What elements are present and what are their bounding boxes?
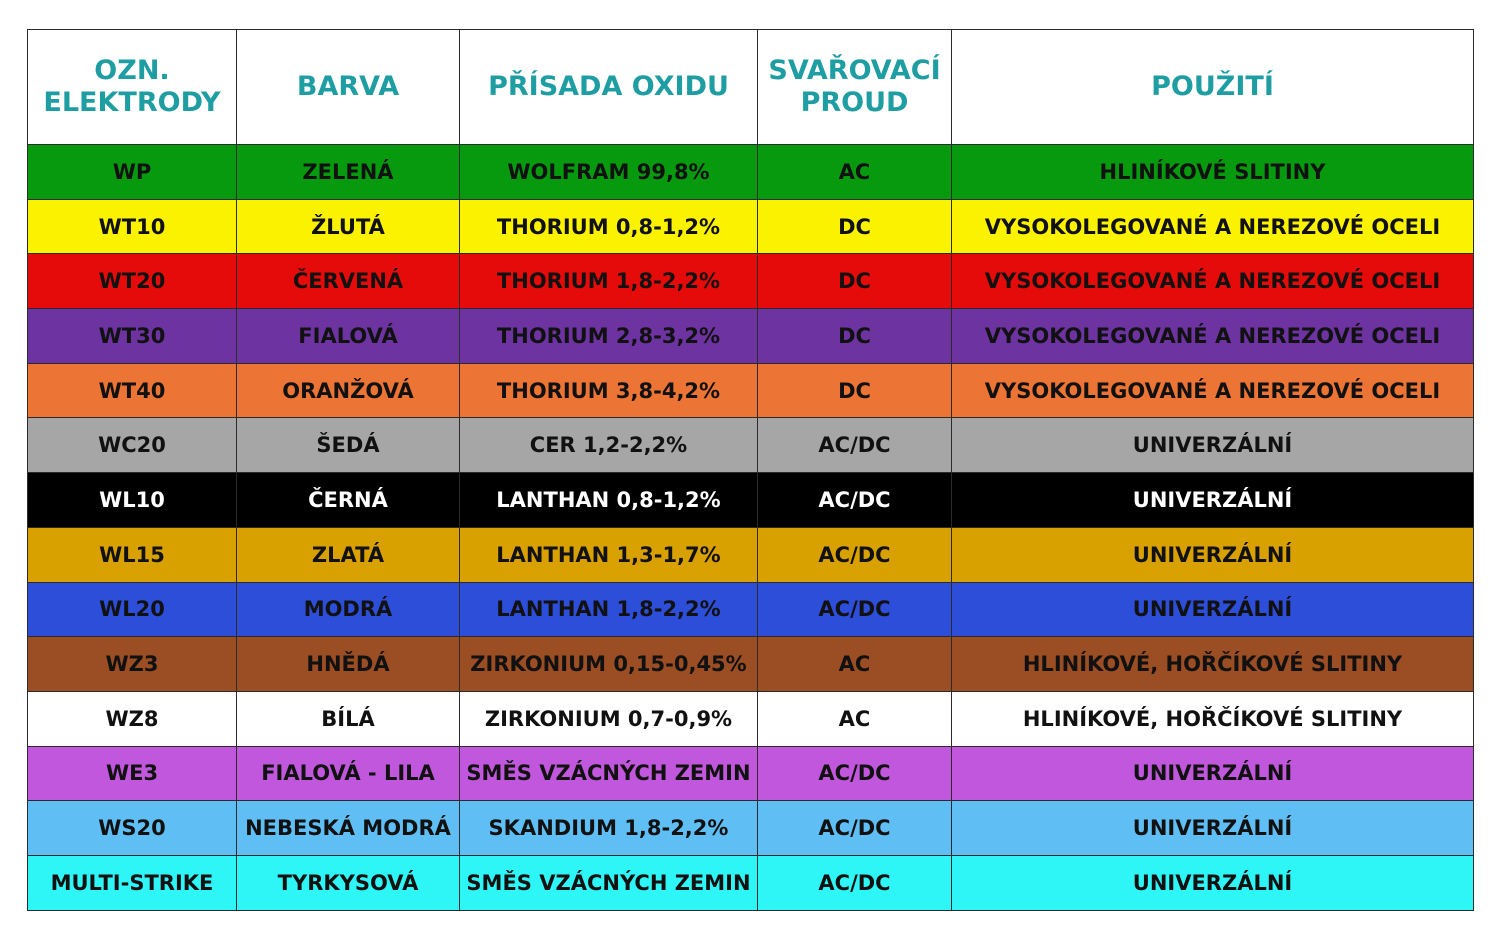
cell-oxide: THORIUM 1,8-2,2% bbox=[460, 254, 758, 309]
cell-current: AC/DC bbox=[758, 418, 952, 473]
cell-designation: WZ3 bbox=[28, 637, 237, 692]
cell-color: MODRÁ bbox=[237, 582, 460, 637]
cell-oxide: LANTHAN 0,8-1,2% bbox=[460, 473, 758, 528]
cell-current: AC bbox=[758, 145, 952, 200]
cell-usage: UNIVERZÁLNÍ bbox=[952, 418, 1474, 473]
cell-designation: WC20 bbox=[28, 418, 237, 473]
table-row bbox=[28, 691, 1474, 746]
table-row bbox=[28, 254, 1474, 309]
cell-current: DC bbox=[758, 363, 952, 418]
cell-designation: WS20 bbox=[28, 801, 237, 856]
cell-usage: VYSOKOLEGOVANÉ A NEREZOVÉ OCELI bbox=[952, 254, 1474, 309]
cell-usage: HLINÍKOVÉ, HOŘČÍKOVÉ SLITINY bbox=[952, 691, 1474, 746]
cell-designation: WT40 bbox=[28, 363, 237, 418]
cell-color: ČERNÁ bbox=[237, 473, 460, 528]
cell-color: ZLATÁ bbox=[237, 527, 460, 582]
table-row bbox=[28, 473, 1474, 528]
cell-oxide: LANTHAN 1,3-1,7% bbox=[460, 527, 758, 582]
cell-color: BÍLÁ bbox=[237, 691, 460, 746]
cell-designation: MULTI-STRIKE bbox=[28, 855, 237, 910]
cell-usage: UNIVERZÁLNÍ bbox=[952, 855, 1474, 910]
cell-current: AC/DC bbox=[758, 527, 952, 582]
table-row bbox=[28, 363, 1474, 418]
cell-current: AC bbox=[758, 691, 952, 746]
cell-current: DC bbox=[758, 309, 952, 364]
cell-designation: WP bbox=[28, 145, 237, 200]
cell-oxide: SKANDIUM 1,8-2,2% bbox=[460, 801, 758, 856]
cell-color: FIALOVÁ - LILA bbox=[237, 746, 460, 801]
cell-current: AC/DC bbox=[758, 473, 952, 528]
cell-current: AC/DC bbox=[758, 582, 952, 637]
cell-color: ORANŽOVÁ bbox=[237, 363, 460, 418]
cell-oxide: THORIUM 2,8-3,2% bbox=[460, 309, 758, 364]
cell-usage: UNIVERZÁLNÍ bbox=[952, 527, 1474, 582]
cell-color: NEBESKÁ MODRÁ bbox=[237, 801, 460, 856]
cell-oxide: WOLFRAM 99,8% bbox=[460, 145, 758, 200]
cell-color: HNĚDÁ bbox=[237, 637, 460, 692]
table-row bbox=[28, 746, 1474, 801]
header-welding-current: SVAŘOVACÍ PROUD bbox=[758, 30, 952, 145]
cell-current: DC bbox=[758, 254, 952, 309]
table-row bbox=[28, 145, 1474, 200]
cell-designation: WZ8 bbox=[28, 691, 237, 746]
cell-oxide: CER 1,2-2,2% bbox=[460, 418, 758, 473]
cell-current: AC/DC bbox=[758, 801, 952, 856]
cell-designation: WE3 bbox=[28, 746, 237, 801]
cell-usage: HLINÍKOVÉ SLITINY bbox=[952, 145, 1474, 200]
cell-designation: WL20 bbox=[28, 582, 237, 637]
cell-designation: WT10 bbox=[28, 199, 237, 254]
cell-current: AC bbox=[758, 637, 952, 692]
table-row bbox=[28, 199, 1474, 254]
cell-current: DC bbox=[758, 199, 952, 254]
cell-current: AC/DC bbox=[758, 855, 952, 910]
cell-usage: UNIVERZÁLNÍ bbox=[952, 801, 1474, 856]
header-oxide-additive: PŘÍSADA OXIDU bbox=[460, 30, 758, 145]
cell-color: TYRKYSOVÁ bbox=[237, 855, 460, 910]
cell-color: ZELENÁ bbox=[237, 145, 460, 200]
cell-color: ČERVENÁ bbox=[237, 254, 460, 309]
header-electrode-designation: OZN. ELEKTRODY bbox=[28, 30, 237, 145]
cell-usage: HLINÍKOVÉ, HOŘČÍKOVÉ SLITINY bbox=[952, 637, 1474, 692]
table-row bbox=[28, 582, 1474, 637]
cell-oxide: ZIRKONIUM 0,15-0,45% bbox=[460, 637, 758, 692]
cell-oxide: ZIRKONIUM 0,7-0,9% bbox=[460, 691, 758, 746]
cell-usage: UNIVERZÁLNÍ bbox=[952, 582, 1474, 637]
table-row bbox=[28, 855, 1474, 910]
cell-designation: WT30 bbox=[28, 309, 237, 364]
table-row bbox=[28, 309, 1474, 364]
cell-usage: VYSOKOLEGOVANÉ A NEREZOVÉ OCELI bbox=[952, 199, 1474, 254]
cell-oxide: LANTHAN 1,8-2,2% bbox=[460, 582, 758, 637]
cell-usage: UNIVERZÁLNÍ bbox=[952, 746, 1474, 801]
table-body bbox=[28, 145, 1474, 911]
header-color: BARVA bbox=[237, 30, 460, 145]
cell-oxide: SMĚS VZÁCNÝCH ZEMIN bbox=[460, 746, 758, 801]
header-usage: POUŽITÍ bbox=[952, 30, 1474, 145]
table-row bbox=[28, 637, 1474, 692]
cell-designation: WL10 bbox=[28, 473, 237, 528]
cell-usage: VYSOKOLEGOVANÉ A NEREZOVÉ OCELI bbox=[952, 363, 1474, 418]
cell-oxide: SMĚS VZÁCNÝCH ZEMIN bbox=[460, 855, 758, 910]
cell-usage: VYSOKOLEGOVANÉ A NEREZOVÉ OCELI bbox=[952, 309, 1474, 364]
table-row bbox=[28, 801, 1474, 856]
cell-oxide: THORIUM 0,8-1,2% bbox=[460, 199, 758, 254]
cell-usage: UNIVERZÁLNÍ bbox=[952, 473, 1474, 528]
cell-current: AC/DC bbox=[758, 746, 952, 801]
cell-color: FIALOVÁ bbox=[237, 309, 460, 364]
electrode-table bbox=[27, 29, 1474, 911]
cell-oxide: THORIUM 3,8-4,2% bbox=[460, 363, 758, 418]
table-row bbox=[28, 527, 1474, 582]
cell-color: ŽLUTÁ bbox=[237, 199, 460, 254]
header-row bbox=[28, 30, 1474, 145]
cell-designation: WL15 bbox=[28, 527, 237, 582]
cell-color: ŠEDÁ bbox=[237, 418, 460, 473]
electrode-table-container bbox=[27, 29, 1473, 910]
table-row bbox=[28, 418, 1474, 473]
cell-designation: WT20 bbox=[28, 254, 237, 309]
